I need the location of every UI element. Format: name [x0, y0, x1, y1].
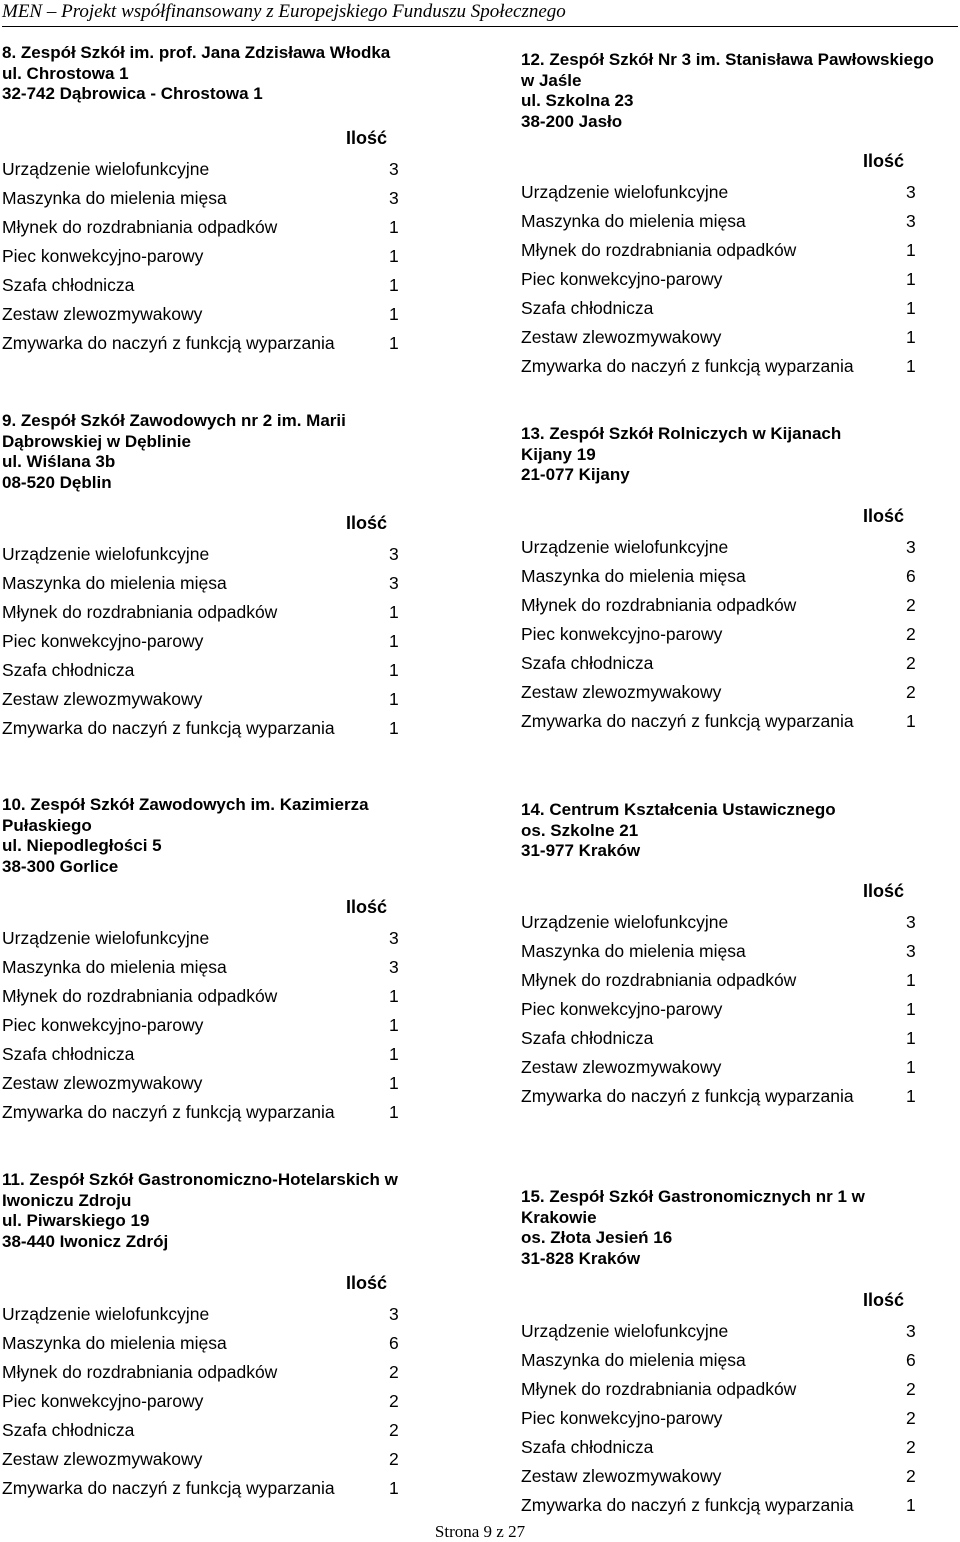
- equipment-name: Piec konwekcyjno-parowy: [2, 1015, 204, 1035]
- equipment-name: Młynek do rozdrabniania odpadków: [521, 595, 797, 615]
- quantity-column-header: Ilość: [863, 151, 905, 171]
- equipment-quantity: 2: [389, 1420, 399, 1440]
- school-address: [521, 424, 841, 486]
- equipment-quantity: 1: [389, 631, 399, 651]
- equipment-name: Maszynka do mielenia mięsa: [2, 573, 227, 593]
- address-line: 38-440 Iwonicz Zdrój: [2, 1231, 169, 1251]
- equipment-name: Zestaw zlewozmywakowy: [521, 327, 722, 347]
- address-line: ul. Chrostowa 1: [2, 63, 129, 83]
- equipment-quantity: 2: [906, 1408, 916, 1428]
- equipment-name: Zestaw zlewozmywakowy: [521, 682, 722, 702]
- school-address: [521, 1187, 865, 1269]
- quantity-column-header: Ilość: [346, 513, 388, 533]
- equipment-quantity: 2: [906, 653, 916, 673]
- equipment-name: Piec konwekcyjno-parowy: [521, 1408, 723, 1428]
- equipment-name: Piec konwekcyjno-parowy: [521, 269, 723, 289]
- equipment-name: Zestaw zlewozmywakowy: [2, 689, 203, 709]
- equipment-quantity: 1: [389, 246, 399, 266]
- address-line: 13. Zespół Szkół Rolniczych w Kijanach: [521, 424, 842, 443]
- equipment-quantity: 6: [906, 1350, 916, 1370]
- quantity-column-header: Ilość: [346, 128, 388, 148]
- equipment-name: Maszynka do mielenia mięsa: [521, 566, 746, 586]
- equipment-quantity: 3: [389, 159, 399, 179]
- address-line: ul. Szkolna 23: [521, 91, 634, 110]
- equipment-name: Zmywarka do naczyń z funkcją wyparzania: [521, 711, 854, 731]
- equipment-name: Urządzenie wielofunkcyjne: [2, 928, 210, 948]
- equipment-name: Maszynka do mielenia mięsa: [521, 1350, 746, 1370]
- equipment-name: Maszynka do mielenia mięsa: [2, 188, 227, 208]
- equipment-quantity: 3: [389, 957, 399, 977]
- equipment-quantity: 3: [906, 941, 916, 961]
- equipment-quantity: 2: [906, 595, 916, 615]
- equipment-name: Zmywarka do naczyń z funkcją wyparzania: [521, 1086, 854, 1106]
- equipment-quantity: 3: [906, 1321, 916, 1341]
- address-line: w Jaśle: [521, 70, 582, 90]
- equipment-name: Młynek do rozdrabniania odpadków: [521, 970, 797, 990]
- equipment-quantity: 1: [906, 327, 916, 347]
- address-line: 11. Zespół Szkół Gastronomiczno-Hotelarskich w: [2, 1170, 398, 1189]
- address-line: 38-200 Jasło: [521, 111, 623, 131]
- equipment-name: Zmywarka do naczyń z funkcją wyparzania: [521, 1495, 854, 1515]
- address-line: 10. Zespół Szkół Zawodowych im. Kazimierza: [2, 795, 369, 814]
- address-line: Pułaskiego: [2, 815, 92, 835]
- address-line: 21-077 Kijany: [521, 465, 630, 484]
- quantity-column-header: Ilość: [346, 1273, 388, 1293]
- equipment-quantity: 1: [389, 217, 399, 237]
- equipment-name: Zestaw zlewozmywakowy: [521, 1057, 722, 1077]
- equipment-quantity: 1: [389, 1044, 399, 1064]
- equipment-quantity: 1: [389, 275, 399, 295]
- equipment-name: Urządzenie wielofunkcyjne: [521, 182, 729, 202]
- address-line: 38-300 Gorlice: [2, 856, 119, 876]
- equipment-quantity: 2: [389, 1391, 399, 1411]
- equipment-name: Młynek do rozdrabniania odpadków: [2, 986, 278, 1006]
- school-address: [521, 50, 934, 132]
- equipment-quantity: 3: [389, 188, 399, 208]
- equipment-quantity: 1: [389, 986, 399, 1006]
- school-address: [2, 795, 369, 877]
- equipment-quantity: 2: [906, 624, 916, 644]
- equipment-quantity: 3: [906, 912, 916, 932]
- equipment-quantity: 1: [389, 689, 399, 709]
- address-line: Krakowie: [521, 1207, 597, 1227]
- equipment-quantity: 3: [906, 211, 916, 231]
- equipment-quantity: 2: [906, 1466, 916, 1486]
- school-address: [2, 411, 346, 493]
- equipment-name: Szafa chłodnicza: [521, 1028, 654, 1048]
- equipment-quantity: 3: [906, 537, 916, 557]
- equipment-quantity: 1: [389, 1015, 399, 1035]
- equipment-name: Szafa chłodnicza: [2, 660, 135, 680]
- address-line: 15. Zespół Szkół Gastronomicznych nr 1 w: [521, 1187, 865, 1206]
- equipment-quantity: 1: [389, 1478, 399, 1498]
- equipment-name: Szafa chłodnicza: [521, 1437, 654, 1457]
- equipment-name: Urządzenie wielofunkcyjne: [2, 159, 210, 179]
- address-line: 31-977 Kraków: [521, 841, 641, 860]
- equipment-name: Zestaw zlewozmywakowy: [2, 1449, 203, 1469]
- quantity-column-header: Ilość: [863, 1290, 905, 1310]
- equipment-quantity: 1: [389, 602, 399, 622]
- page-header: MEN – Projekt współfinansowany z Europejskiego Funduszu Społecznego: [2, 0, 958, 27]
- equipment-name: Szafa chłodnicza: [2, 1420, 135, 1440]
- equipment-name: Młynek do rozdrabniania odpadków: [521, 1379, 797, 1399]
- equipment-quantity: 2: [389, 1449, 399, 1469]
- address-line: os. Szkolne 21: [521, 820, 639, 840]
- equipment-quantity: 1: [906, 1086, 916, 1106]
- equipment-name: Urządzenie wielofunkcyjne: [521, 537, 729, 557]
- address-line: Dąbrowskiej w Dęblinie: [2, 431, 191, 451]
- equipment-name: Zestaw zlewozmywakowy: [2, 1073, 203, 1093]
- equipment-name: Szafa chłodnicza: [2, 275, 135, 295]
- address-line: ul. Niepodległości 5: [2, 836, 162, 855]
- quantity-column-header: Ilość: [863, 881, 905, 901]
- equipment-quantity: 1: [906, 1057, 916, 1077]
- equipment-quantity: 1: [389, 1102, 399, 1122]
- page-number: Strona 9 z 27: [434, 1522, 526, 1541]
- equipment-quantity: 2: [906, 1379, 916, 1399]
- equipment-name: Szafa chłodnicza: [521, 298, 654, 318]
- equipment-name: Zmywarka do naczyń z funkcją wyparzania: [2, 718, 335, 738]
- address-line: ul. Piwarskiego 19: [2, 1211, 150, 1230]
- equipment-name: Szafa chłodnicza: [521, 653, 654, 673]
- equipment-quantity: 3: [906, 182, 916, 202]
- equipment-quantity: 1: [906, 970, 916, 990]
- equipment-quantity: 1: [906, 356, 916, 376]
- equipment-name: Maszynka do mielenia mięsa: [2, 957, 227, 977]
- equipment-quantity: 6: [389, 1333, 399, 1353]
- school-address: [2, 1170, 398, 1252]
- address-line: 8. Zespół Szkół im. prof. Jana Zdzisława Włodka: [2, 43, 391, 62]
- quantity-column-header: Ilość: [346, 897, 388, 917]
- equipment-name: Młynek do rozdrabniania odpadków: [2, 602, 278, 622]
- address-line: 9. Zespół Szkół Zawodowych nr 2 im. Marii: [2, 411, 346, 430]
- address-line: os. Złota Jesień 16: [521, 1228, 673, 1247]
- equipment-quantity: 2: [906, 682, 916, 702]
- equipment-quantity: 3: [389, 928, 399, 948]
- equipment-name: Urządzenie wielofunkcyjne: [2, 544, 210, 564]
- address-line: Iwoniczu Zdroju: [2, 1190, 132, 1210]
- equipment-name: Piec konwekcyjno-parowy: [521, 624, 723, 644]
- equipment-name: Szafa chłodnicza: [2, 1044, 135, 1064]
- school-address: [521, 800, 836, 862]
- equipment-name: Zmywarka do naczyń z funkcją wyparzania: [2, 333, 335, 353]
- equipment-name: Piec konwekcyjno-parowy: [521, 999, 723, 1019]
- address-line: 31-828 Kraków: [521, 1248, 641, 1268]
- equipment-quantity: 2: [906, 1437, 916, 1457]
- address-line: 12. Zespół Szkół Nr 3 im. Stanisława Pawłowskiego: [521, 50, 934, 69]
- equipment-quantity: 1: [389, 718, 399, 738]
- equipment-name: Młynek do rozdrabniania odpadków: [2, 217, 278, 237]
- equipment-name: Piec konwekcyjno-parowy: [2, 246, 204, 266]
- equipment-name: Piec konwekcyjno-parowy: [2, 1391, 204, 1411]
- equipment-quantity: 1: [389, 333, 399, 353]
- equipment-name: Maszynka do mielenia mięsa: [521, 941, 746, 961]
- equipment-quantity: 1: [389, 1073, 399, 1093]
- equipment-quantity: 3: [389, 544, 399, 564]
- equipment-name: Zestaw zlewozmywakowy: [521, 1466, 722, 1486]
- equipment-quantity: 6: [906, 566, 916, 586]
- equipment-quantity: 2: [389, 1362, 399, 1382]
- equipment-name: Zestaw zlewozmywakowy: [2, 304, 203, 324]
- equipment-quantity: 1: [389, 660, 399, 680]
- address-line: Kijany 19: [521, 444, 596, 464]
- equipment-name: Zmywarka do naczyń z funkcją wyparzania: [2, 1102, 335, 1122]
- equipment-quantity: 1: [389, 304, 399, 324]
- equipment-name: Zmywarka do naczyń z funkcją wyparzania: [2, 1478, 335, 1498]
- equipment-name: Maszynka do mielenia mięsa: [2, 1333, 227, 1353]
- equipment-name: Maszynka do mielenia mięsa: [521, 211, 746, 231]
- equipment-quantity: 1: [906, 298, 916, 318]
- address-line: 32-742 Dąbrowica - Chrostowa 1: [2, 84, 263, 103]
- equipment-quantity: 1: [906, 269, 916, 289]
- equipment-quantity: 1: [906, 999, 916, 1019]
- equipment-quantity: 1: [906, 1028, 916, 1048]
- equipment-quantity: 1: [906, 1495, 916, 1515]
- equipment-name: Urządzenie wielofunkcyjne: [521, 912, 729, 932]
- school-address: [2, 43, 390, 105]
- equipment-name: Piec konwekcyjno-parowy: [2, 631, 204, 651]
- address-line: ul. Wiślana 3b: [2, 452, 116, 471]
- equipment-quantity: 3: [389, 1304, 399, 1324]
- equipment-name: Młynek do rozdrabniania odpadków: [521, 240, 797, 260]
- equipment-quantity: 3: [389, 573, 399, 593]
- equipment-name: Zmywarka do naczyń z funkcją wyparzania: [521, 356, 854, 376]
- equipment-name: Urządzenie wielofunkcyjne: [2, 1304, 210, 1324]
- equipment-quantity: 1: [906, 240, 916, 260]
- equipment-quantity: 1: [906, 711, 916, 731]
- equipment-name: Młynek do rozdrabniania odpadków: [2, 1362, 278, 1382]
- address-line: 14. Centrum Kształcenia Ustawicznego: [521, 800, 836, 819]
- equipment-name: Urządzenie wielofunkcyjne: [521, 1321, 729, 1341]
- address-line: 08-520 Dęblin: [2, 472, 112, 492]
- quantity-column-header: Ilość: [863, 506, 905, 526]
